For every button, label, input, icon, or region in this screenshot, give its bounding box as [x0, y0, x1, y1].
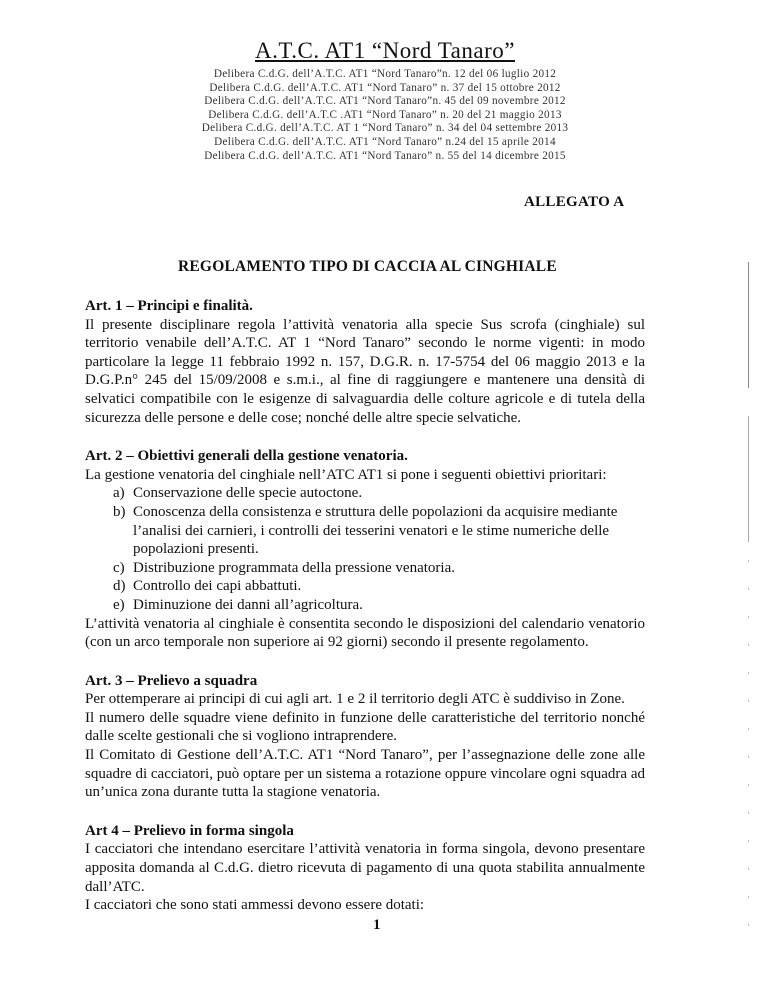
list-item — [113, 577, 645, 596]
header-title: A.T.C. AT1 “Nord Tanaro” — [255, 38, 515, 63]
delibera-line: Delibera C.d.G. dell’A.T.C. AT1 “Nord Tanaro” n. 37 del 15 ottobre 2012 — [209, 81, 561, 94]
article-paragraph: I cacciatori che sono stati ammessi devono essere dotati: — [85, 897, 425, 914]
delibere-list — [120, 68, 650, 163]
list-text: Conoscenza della consistenza e struttura delle popolazioni da acquisire mediante l’analisi dei carnieri, i controlli dei tesserini venatori e le stime numeriche delle popolazioni presenti. — [133, 503, 618, 558]
delibera-line: Delibera C.d.G. dell’A.T.C. AT1 “Nord Tanaro” n.24 del 15 aprile 2014 — [214, 135, 556, 148]
list-letter: b) — [113, 503, 126, 520]
allegato-label: ALLEGATO A — [524, 194, 625, 210]
scan-margin-line — [748, 262, 749, 542]
article-title: Art. 1 – Principi e finalità. — [85, 298, 253, 314]
objectives-list — [85, 484, 645, 614]
article-paragraph: Il presente disciplinare regola l’attività venatoria alla specie Sus scrofa (cinghiale) sul territorio venabile dell’A.T.C. AT 1 “Nord Tanaro” secondo le norme vigenti: in modo particolare la legge 11 febbraio 1992 n. 157, D.G.R. n. 17-5754 del 06 maggio 2013 e la D.G.P.n° 245 del 15/09/2008 e s.m.i., al fine di raggiungere e mantenere una densità di selvatici compatibile con le esigenze di salvaguardia delle colture agricole e di tutela della sicurezza delle persone e delle cose; nonché delle altre specie selvatiche. — [85, 316, 645, 426]
list-letter: c) — [113, 559, 125, 576]
list-letter: a) — [113, 485, 125, 502]
list-item — [113, 559, 645, 578]
article-4 — [85, 822, 645, 915]
delibera-line: Delibera C.d.G. dell’A.T.C. AT1 “Nord Tanaro”n. 12 del 06 luglio 2012 — [213, 68, 557, 80]
article-title: Art 4 – Prelievo in forma singola — [85, 822, 294, 839]
article-3 — [85, 672, 645, 802]
list-text: Distribuzione programmata della pressione venatoria. — [133, 559, 455, 576]
list-letter: d) — [113, 578, 126, 595]
list-item — [113, 596, 645, 615]
page-number: 1 — [373, 917, 381, 933]
article-paragraph: L’attività venatoria al cinghiale è consentita secondo le disposizioni del calendario venatorio (con un arco temporale non superiore ai 92 giorni) secondo il presente regolamento. — [85, 615, 645, 651]
list-text: Conservazione delle specie autoctone. — [133, 485, 363, 502]
document-body — [85, 297, 645, 935]
article-title: Art. 3 – Prelievo a squadra — [85, 672, 258, 689]
article-paragraph: Per ottemperare ai principi di cui agli art. 1 e 2 il territorio degli ATC è suddiviso in Zone. — [85, 691, 625, 708]
document-title: REGOLAMENTO TIPO DI CACCIA AL CINGHIALE — [178, 258, 557, 275]
delibera-line: Delibera C.d.G. dell’A.T.C. AT 1 “Nord Tanaro” n. 34 del 04 settembre 2013 — [201, 122, 569, 135]
list-item — [113, 503, 645, 559]
scan-margin-dots — [748, 560, 749, 940]
delibera-line: Delibera C.d.G. dell’A.T.C. AT1 “Nord Tanaro” n. 55 del 14 dicembre 2015 — [204, 149, 566, 162]
delibera-line: Delibera C.d.G. dell’A.T.C. AT1 “Nord Tanaro”n. 45 del 09 novembre 2012 — [204, 95, 566, 108]
delibera-line: Delibera C.d.G. dell’A.T.C .AT1 “Nord Tanaro” n. 20 del 21 maggio 2013 — [208, 108, 562, 121]
article-title: Art. 2 – Obiettivi generali della gestione venatoria. — [85, 448, 408, 465]
article-paragraph: Il numero delle squadre viene definito in funzione delle caratteristiche del territorio nonché dalle scelte gestionali che si vogliono intraprendere. — [85, 709, 645, 745]
list-text: Controllo dei capi abbattuti. — [133, 578, 302, 595]
article-1 — [85, 297, 645, 427]
article-2 — [85, 447, 645, 652]
list-letter: e) — [113, 596, 125, 613]
list-item — [113, 484, 645, 503]
document-header — [120, 38, 650, 163]
article-intro: La gestione venatoria del cinghiale nell’ATC AT1 si pone i seguenti obiettivi prioritari: — [85, 466, 607, 483]
article-paragraph: I cacciatori che intendano esercitare l’attività venatoria in forma singola, devono presentare apposita domanda al C.d.G. dietro ricevuta di pagamento di una quota stabilita annualmente dall’ATC. — [85, 841, 645, 895]
article-paragraph: Il Comitato di Gestione dell’A.T.C. AT1 “Nord Tanaro”, per l’assegnazione delle zone alle squadre di cacciatori, può optare per un sistema a rotazione oppure vincolare ogni squadra ad un’unica zona durante tutta la stagione venatoria. — [85, 747, 645, 801]
list-text: Diminuzione dei danni all’agricoltura. — [133, 596, 363, 613]
